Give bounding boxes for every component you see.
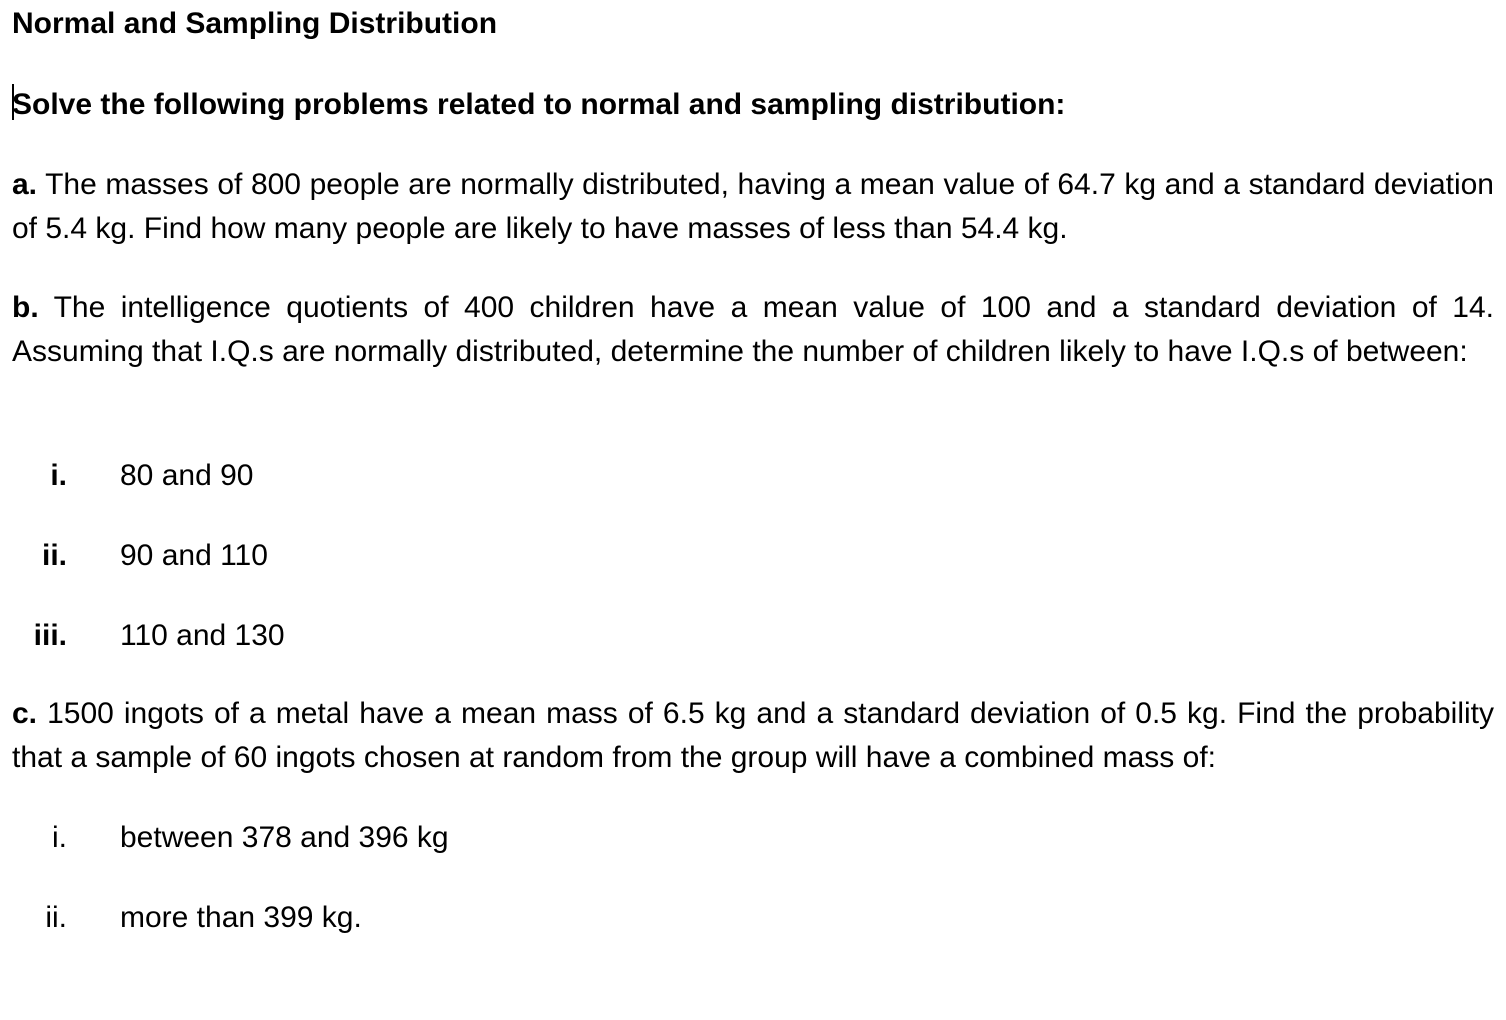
list-item-text: between 378 and 396 kg	[120, 821, 449, 854]
instruction-line[interactable]	[12, 84, 1065, 125]
list-item-text: 90 and 110	[120, 539, 268, 572]
instruction-text: Solve the following problems related to normal and sampling distribution:	[12, 88, 1066, 121]
list-number: i.	[52, 821, 67, 854]
list-item-text: 80 and 90	[120, 459, 254, 492]
list-item-text: more than 399 kg.	[120, 901, 362, 934]
list-number: i.	[50, 459, 67, 492]
list-number: ii.	[45, 901, 67, 934]
problem-b	[12, 286, 1494, 374]
list-number: ii.	[41, 539, 67, 572]
list-number: iii.	[33, 619, 67, 652]
list-item-text: 110 and 130	[120, 619, 285, 652]
problem-c-label: c.	[12, 697, 38, 730]
problem-c-text: 1500 ingots of a metal have a mean mass of 6.5 kg and a standard deviation of 0.5 kg. Find the probability that a sample of 60 ingots chosen at random from the group will have a combined mass of:	[12, 697, 1494, 774]
problem-b-label: b.	[12, 291, 39, 324]
problem-b-text: The intelligence quotients of 400 children have a mean value of 100 and a standard deviation of 14. Assuming that I.Q.s are normally distributed, determine the number of children likely to have I.Q.s of between:	[12, 291, 1494, 368]
problem-a	[12, 163, 1494, 251]
problem-a-text: The masses of 800 people are normally distributed, having a mean value of 64.7 kg and a standard deviation of 5.4 kg. Find how many people are likely to have masses of less than 54.4 kg.	[12, 168, 1494, 245]
problem-a-label: a.	[12, 168, 38, 201]
document-title: Normal and Sampling Distribution	[12, 7, 498, 40]
problem-c	[12, 692, 1494, 780]
